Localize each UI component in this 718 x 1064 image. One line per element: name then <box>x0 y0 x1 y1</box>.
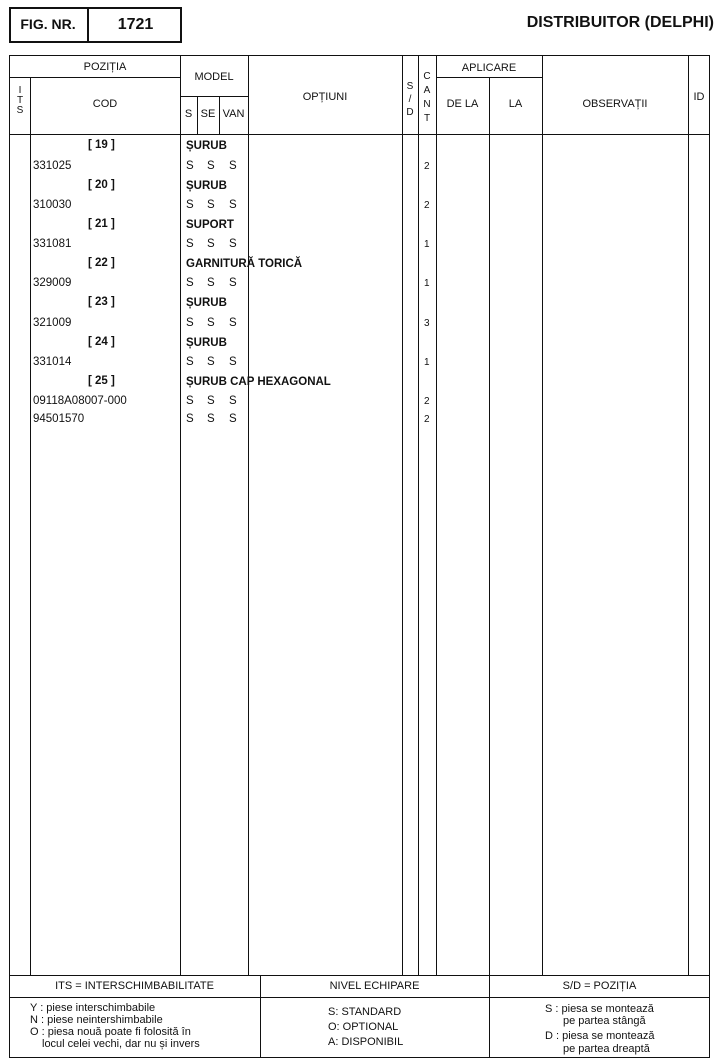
legend-nivel-title: NIVEL ECHIPARE <box>329 980 420 992</box>
cant-col-line <box>436 55 437 975</box>
model-s-value: S <box>186 395 194 407</box>
pozitia-divider <box>9 77 180 78</box>
obs-col-line <box>688 55 689 975</box>
model-van-value: S <box>229 277 237 289</box>
legend-its-line: N : piese neintershimbabile <box>30 1014 163 1026</box>
legend-top-line <box>9 975 710 976</box>
model-s-value: S <box>186 160 194 172</box>
header-its: I T S <box>16 85 24 116</box>
model-s-value: S <box>186 356 194 368</box>
legend-sd-title: S/D = POZIȚIA <box>562 980 637 992</box>
figure-label: FIG. NR. <box>9 7 89 43</box>
sd-col-line <box>418 55 419 975</box>
legend-title-line <box>9 997 710 998</box>
part-name: ȘURUB <box>186 140 227 152</box>
part-code: 310030 <box>33 199 72 211</box>
legend-its-line: O : piesa nouă poate fi folosită în <box>30 1026 191 1038</box>
header-sd: S / D <box>406 81 414 118</box>
header-observatii: OBSERVAȚII <box>582 98 648 110</box>
header-model-se: SE <box>200 108 216 120</box>
part-name: GARNITURĂ TORICĂ <box>186 258 303 270</box>
legend-sd-line: pe partea dreaptă <box>563 1043 650 1055</box>
quantity-value: 3 <box>424 318 430 329</box>
header-id: ID <box>693 91 705 103</box>
quantity-value: 2 <box>424 161 430 172</box>
header-cant: C A N T <box>423 71 431 124</box>
part-code: 321009 <box>33 317 72 329</box>
header-optiuni: OPȚIUNI <box>302 91 348 103</box>
model-se-value: S <box>207 238 215 250</box>
part-name: ȘURUB CAP HEXAGONAL <box>186 376 331 388</box>
header-aplicare: APLICARE <box>461 62 517 74</box>
position-number: [ 20 ] <box>88 179 115 191</box>
legend-sd-line: S : piesa se montează <box>545 1003 654 1015</box>
model-se-value: S <box>207 395 215 407</box>
quantity-value: 2 <box>424 200 430 211</box>
part-name: ȘURUB <box>186 297 227 309</box>
part-name: ȘURUB <box>186 180 227 192</box>
model-van-value: S <box>229 356 237 368</box>
part-code: 09118A08007-000 <box>33 395 127 407</box>
position-number: [ 22 ] <box>88 257 115 269</box>
model-s-value: S <box>186 277 194 289</box>
part-name: SUPORT <box>186 219 234 231</box>
model-van-value: S <box>229 395 237 407</box>
part-code: 331014 <box>33 356 72 368</box>
position-number: [ 24 ] <box>88 336 115 348</box>
dela-col-line <box>489 77 490 975</box>
part-name: ȘURUB <box>186 337 227 349</box>
parts-table <box>9 55 710 1058</box>
quantity-value: 1 <box>424 357 430 368</box>
model-s-value: S <box>186 238 194 250</box>
legend-its-line: locul celei vechi, dar nu și invers <box>42 1038 200 1050</box>
quantity-value: 2 <box>424 414 430 425</box>
quantity-value: 2 <box>424 396 430 407</box>
legend-nivel-line: O: OPTIONAL <box>328 1021 399 1033</box>
model-se-value: S <box>207 277 215 289</box>
part-code: 329009 <box>33 277 72 289</box>
quantity-value: 1 <box>424 278 430 289</box>
legend-sd-line: pe partea stângă <box>563 1015 646 1027</box>
legend-its-title: ITS = INTERSCHIMBABILITATE <box>55 980 214 992</box>
header-model-s: S <box>184 108 193 120</box>
model-col-line <box>248 55 249 975</box>
figure-number: 1721 <box>117 16 154 33</box>
part-code: 331025 <box>33 160 72 172</box>
model-se-value: S <box>207 413 215 425</box>
header-de-la: DE LA <box>446 98 479 110</box>
header-model: MODEL <box>194 71 234 83</box>
model-se-value: S <box>207 317 215 329</box>
part-code: 331081 <box>33 238 72 250</box>
model-van-value: S <box>229 199 237 211</box>
quantity-value: 1 <box>424 239 430 250</box>
model-se-value: S <box>207 199 215 211</box>
page-title: DISTRIBUITOR (DELPHI) <box>526 14 714 31</box>
model-van-value: S <box>229 238 237 250</box>
part-code: 94501570 <box>33 413 85 425</box>
model-se-value: S <box>207 160 215 172</box>
la-col-line <box>542 55 543 975</box>
model-se-value: S <box>207 356 215 368</box>
model-van-value: S <box>229 317 237 329</box>
position-number: [ 21 ] <box>88 218 115 230</box>
legend-sd-line: D : piesa se montează <box>545 1030 655 1042</box>
cod-col-line <box>180 55 181 975</box>
header-pozitia: POZIȚIA <box>83 61 127 73</box>
model-s-value: S <box>186 317 194 329</box>
position-number: [ 19 ] <box>88 139 115 151</box>
header-cod: COD <box>92 98 118 110</box>
legend-nivel-line: S: STANDARD <box>328 1006 402 1018</box>
header-model-van: VAN <box>222 108 245 120</box>
position-number: [ 23 ] <box>88 296 115 308</box>
model-s-value: S <box>186 199 194 211</box>
header-la: LA <box>508 98 523 110</box>
header-bottom-line <box>9 134 710 135</box>
model-van-value: S <box>229 160 237 172</box>
its-col-line <box>30 77 31 975</box>
model-van-value: S <box>229 413 237 425</box>
model-divider <box>180 96 248 97</box>
legend-nivel-line: A: DISPONIBIL <box>328 1036 404 1048</box>
legend-its-line: Y : piese interschimbabile <box>30 1002 156 1014</box>
model-s-value: S <box>186 413 194 425</box>
optiuni-col-line <box>402 55 403 975</box>
position-number: [ 25 ] <box>88 375 115 387</box>
